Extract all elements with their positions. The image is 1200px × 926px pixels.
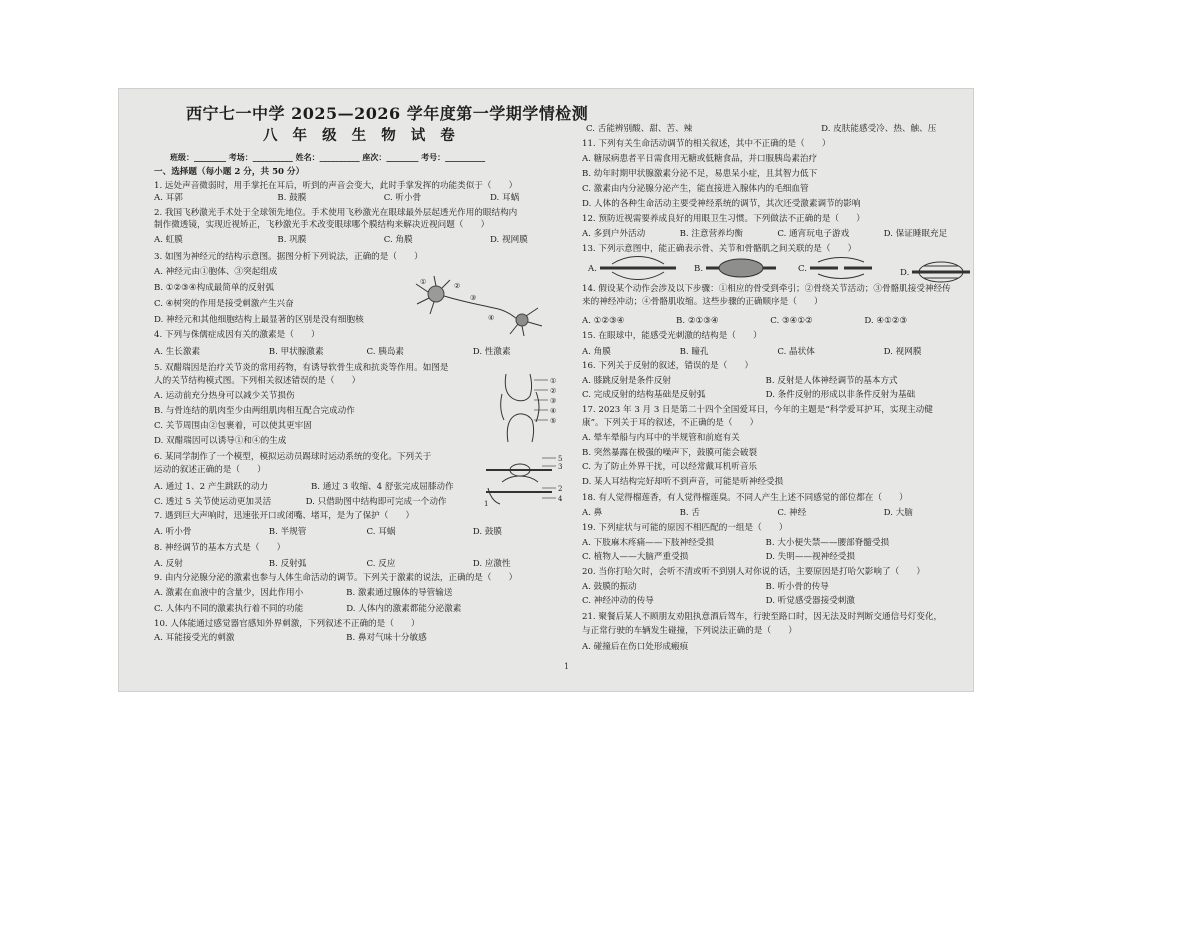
q13-diagram-c [808,256,874,280]
question-line: 8. 神经调节的基本方式是（ ） [154,543,286,553]
option-line: A. 激素在血液中的含量少，因此作用小 B. 激素通过腺体的导管输送 [154,588,453,598]
option-line: C. 神经冲动的传导 D. 听觉感受器接受刺激 [582,596,855,606]
question-line: 与正常行驶的车辆发生碰撞，下列说法正确的是（ ） [582,626,797,636]
option-line: A. 耳能接受光的刺激 B. 鼻对气味十分敏感 [154,633,427,643]
option-line: D. 某人耳结构完好却听不到声音，可能是听神经受损 [582,477,784,487]
option-line: A. 鼓膜的振动 B. 听小骨的传导 [582,582,829,592]
option-line: C. 为了防止外界干扰，可以经常戴耳机听音乐 [582,462,758,472]
question-line: 运动的叙述正确的是（ ） [154,465,266,475]
neuron-diagram [414,274,548,340]
neuron-label-4: ④ [488,314,495,322]
joint-label-4: ④ [550,407,557,415]
option-line: C. 完成反射的结构基础是反射弧 D. 条件反射的形成以非条件反射为基础 [582,390,916,400]
question-line: 4. 下列与侏儒症成因有关的激素是（ ） [154,330,320,340]
student-info-line: 班级：________ 考场：__________ 姓名：__________ 座次：________ 考号：__________ [170,152,486,162]
joint-label-5: ⑤ [550,417,557,425]
q13-option-c: C. [798,264,808,274]
option-line: D. 人体的各种生命活动主要受神经系统的调节，其次还受激素调节的影响 [582,199,861,209]
option-line: C. 关节周围由②包裹着，可以使其更牢固 [154,421,312,431]
option-line: C. 透过 5 关节使运动更加灵活 D. 只借助图中结构即可完成一个动作 [154,497,447,507]
question-line: 5. 双醋瑞因是治疗关节炎的常用药物，有诱导软骨生成和抗炎等作用。如图是 [154,363,449,373]
model-label-2: 2 [558,485,563,493]
option-line: A. 糖尿病患者平日需食用无糖或低糖食品，并口服胰岛素治疗 [582,154,818,164]
option-line: A. 反射 B. 反射弧 C. 反应 D. 应激性 [154,559,511,569]
question-line: 人的关节结构模式图。下列相关叙述错误的是（ ） [154,376,361,386]
exam-subtitle: 八 年 级 生 物 试 卷 [263,127,460,144]
option-line: A. 鼻 B. 舌 C. 神经 D. 大脑 [582,508,913,518]
model-label-3: 3 [558,463,563,471]
option-line: A. 下肢麻木疼痛——下肢神经受损 B. 大小便失禁——腰部脊髓受损 [582,538,890,548]
option-line: D. 双醋瑞因可以诱导①和④的生成 [154,436,287,446]
neuron-label-1: ① [420,278,427,286]
option-line: B. 突然暴露在极强的噪声下，鼓膜可能会破裂 [582,448,758,458]
neuron-label-3: ③ [470,294,477,302]
question-line: 制作微透镜，实现近视矫正，飞秒激光手术改变眼球哪个膜结构来解决近视问题（ ） [154,220,490,230]
option-line: A. 膝跳反射是条件反射 B. 反射是人体神经调节的基本方式 [582,376,898,386]
q13-option-d: D. [900,268,910,278]
question-line: 15. 在眼球中，能感受光刺激的结构是（ ） [582,331,762,341]
question-line: 2. 我国飞秒激光手术处于全球领先地位。手术使用飞秒激光在眼球最外层起透光作用的眼结构内 [154,208,518,218]
option-line: C. ④树突的作用是接受刺激产生兴奋 [154,299,294,309]
question-line: 1. 远处声音微弱时，用手掌托在耳后，听到的声音会变大，此时手掌发挥的功能类似于（ ） [154,181,518,191]
option-line: B. 与骨连结的肌肉至少由两组肌肉相互配合完成动作 [154,406,355,416]
neuron-label-2: ② [454,282,461,290]
q13-diagram-a [598,256,678,280]
joint-label-1: ① [550,377,557,385]
question-line: 康”。下列关于耳的叙述，不正确的是（ ） [582,418,759,428]
joint-diagram [498,372,562,444]
q13-diagram-d [910,258,972,286]
option-line: B. ①②③④构成最简单的反射弧 [154,283,274,293]
question-line: 17. 2023 年 3 月 3 日是第二十四个全国爱耳日，今年的主题是“科学爱耳护耳，实现主动健 [582,405,933,415]
question-line: 16. 下列关于反射的叙述，错误的是（ ） [582,361,754,371]
q13-option-a: A. [588,264,597,274]
option-line: A. 耳郭 B. 鼓膜 C. 听小骨 D. 耳蜗 [154,193,520,203]
option-line: A. 听小骨 B. 半规管 C. 耳蜗 D. 鼓膜 [154,527,503,537]
question-line: 12. 预防近视需要养成良好的用眼卫生习惯。下列做法不正确的是（ ） [582,214,865,224]
option-line: C. 植物人——大脑严重受损 D. 失明——视神经受损 [582,552,855,562]
option-line: A. 通过 1、2 产生跳跃的动力 B. 通过 3 收缩、4 舒张完成屈膝动作 [154,482,454,492]
option-line: B. 幼年时期甲状腺激素分泌不足，易患呆小症，且其智力低下 [582,169,818,179]
option-line: C. 舌能辨别酸、甜、苦、辣 D. 皮肤能感受冷、热、触、压 [586,124,937,134]
question-line: 13. 下列示意图中，能正确表示骨、关节和骨骼肌之间关联的是（ ） [582,244,857,254]
question-line: 10. 人体能通过感觉器官感知外界刺激，下列叙述不正确的是（ ） [154,619,420,629]
question-line: 14. 假设某个动作会涉及以下步骤：①相应的骨受到牵引；②骨绕关节活动；③骨骼肌接受神经传 [582,284,951,294]
question-line: 20. 当你打哈欠时，会听不清或听不到别人对你说的话，主要原因是打哈欠影响了（ ） [582,567,925,577]
question-line: 来的神经冲动；④骨骼肌收缩。这些步骤的正确顺序是（ ） [582,297,823,307]
question-line: 11. 下列有关生命活动调节的相关叙述，其中不正确的是（ ） [582,139,831,149]
option-line: A. 多到户外活动 B. 注意营养均衡 C. 通宵玩电子游戏 D. 保证睡眠充足 [582,229,948,239]
option-line: A. 虹膜 B. 巩膜 C. 角膜 D. 视网膜 [154,235,528,245]
section-heading: 一、选择题（每小题 2 分，共 50 分） [154,167,305,177]
option-line: A. 角膜 B. 瞳孔 C. 晶状体 D. 视网膜 [582,347,922,357]
option-line: A. ①②③④ B. ②①③④ C. ③④①② D. ④①②③ [582,316,908,326]
option-line: A. 碰撞后在伤口处形成瘢痕 [582,642,689,652]
question-line: 6. 某同学制作了一个模型，模拟运动员踢球时运动系统的变化。下列关于 [154,452,432,462]
movement-model-diagram [482,452,566,508]
option-line: C. 人体内不同的激素执行着不同的功能 D. 人体内的激素都能分泌激素 [154,604,462,614]
question-line: 9. 由内分泌腺分泌的激素也参与人体生命活动的调节。下列关于激素的说法，正确的是（ ） [154,573,518,583]
option-line: C. 激素由内分泌腺分泌产生，能直接进入腺体内的毛细血管 [582,184,809,194]
option-line: A. 生长激素 B. 甲状腺激素 C. 胰岛素 D. 性激素 [154,347,511,357]
exam-title: 西宁七一中学 2025—2026 学年度第一学期学情检测 [186,104,589,123]
question-line: 18. 有人觉得榴莲香，有人觉得榴莲臭。不同人产生上述不同感觉的部位都在（ ） [582,493,908,503]
question-line: 21. 聚餐后某人不顾朋友劝阻执意酒后驾车，行驶至路口时，因无法及时判断交通信号灯变化， [582,612,943,622]
model-label-4: 4 [558,495,563,503]
question-line: 19. 下列症状与可能的原因不相匹配的一组是（ ） [582,523,788,533]
joint-label-2: ② [550,387,557,395]
q13-option-b: B. [694,264,704,274]
question-line: 3. 如图为神经元的结构示意图。据图分析下列说法，正确的是（ ） [154,252,423,262]
option-line: A. 晕车晕船与内耳中的半规管和前庭有关 [582,433,740,443]
model-label-1: 1 [484,500,489,508]
q13-diagram-b [704,254,778,282]
page-number: 1 [564,662,570,671]
question-line: 7. 遇到巨大声响时，迅速张开口或闭嘴、堵耳，是为了保护（ ） [154,511,415,521]
option-line: A. 神经元由①胞体、③突起组成 [154,267,278,277]
exam-paper-photo [118,88,974,692]
joint-label-3: ③ [550,397,557,405]
option-line: D. 神经元和其他细胞结构上最显著的区别是没有细胞核 [154,315,364,325]
model-label-5: 5 [558,455,563,463]
option-line: A. 运动前充分热身可以减少关节损伤 [154,391,295,401]
